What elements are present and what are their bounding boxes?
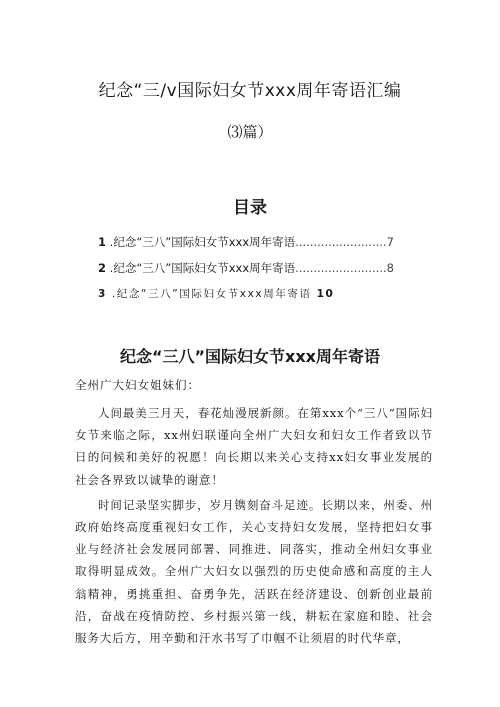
toc-entry-text: .纪念“三八”国际妇女节xxx周年寄语	[109, 235, 296, 249]
paragraph: 时间记录坚实脚步，岁月镌刻奋斗足迹。长期以来，州委、州政府始终高度重视妇女工作，关心支持妇女发展，坚持把妇女事业与经济社会发展同部署、同推进、同落实，推动全州妇女事业取得明显成效。全州广大妇女以强烈的历史使命感和高度的主人翁精神，勇挑重担、奋勇争先，活跃在经济建设、创新创业最前沿，奋战在疫情防控、乡村振兴第一线，耕耘在家庭和睦、社会服务大后方，用辛勤和汗水书写了巾帼不让须眉的时代华章，	[75, 497, 433, 646]
toc-entry[interactable]	[98, 232, 418, 258]
body-text	[75, 402, 433, 652]
toc-entry-leader: .........................	[295, 235, 387, 249]
document-title: 纪念“三/v国际妇女节xxx周年寄语汇编	[98, 81, 402, 101]
toc-entry-number: 2	[98, 261, 107, 275]
toc-entry-page: 8	[386, 261, 394, 275]
toc-entry-number: 3	[98, 288, 107, 300]
toc-entry[interactable]	[98, 258, 418, 284]
toc-entry-page: 10	[316, 288, 335, 300]
toc-entry-number: 1	[98, 235, 107, 249]
toc-entry-page: 7	[386, 235, 394, 249]
table-of-contents	[98, 232, 418, 310]
toc-entry-text: .纪念“三八”国际妇女节xxx周年寄语	[109, 261, 296, 275]
paragraph: 人间最美三月天，春花灿漫展新颜。在第xxx个“三八”国际妇女节来临之际，xx州妇联谨向全州广大妇女和妇女工作者致以节日的问候和美好的祝愿！向长期以来关心支持xx妇女事业发展的社会各界致以诚挚的谢意！	[75, 406, 433, 487]
toc-heading: 目录	[233, 198, 267, 218]
toc-entry-leader: .........................	[295, 261, 387, 275]
document-subtitle: ⑶篇）	[227, 123, 273, 141]
toc-entry[interactable]	[98, 284, 418, 310]
section-title: 纪念“三八”国际妇女节xxx周年寄语	[120, 347, 380, 366]
salutation: 全州广大妇女姐妹们：	[75, 378, 200, 392]
toc-entry-text: .纪念“三八”国际妇女节xxx周年寄语	[111, 288, 312, 300]
